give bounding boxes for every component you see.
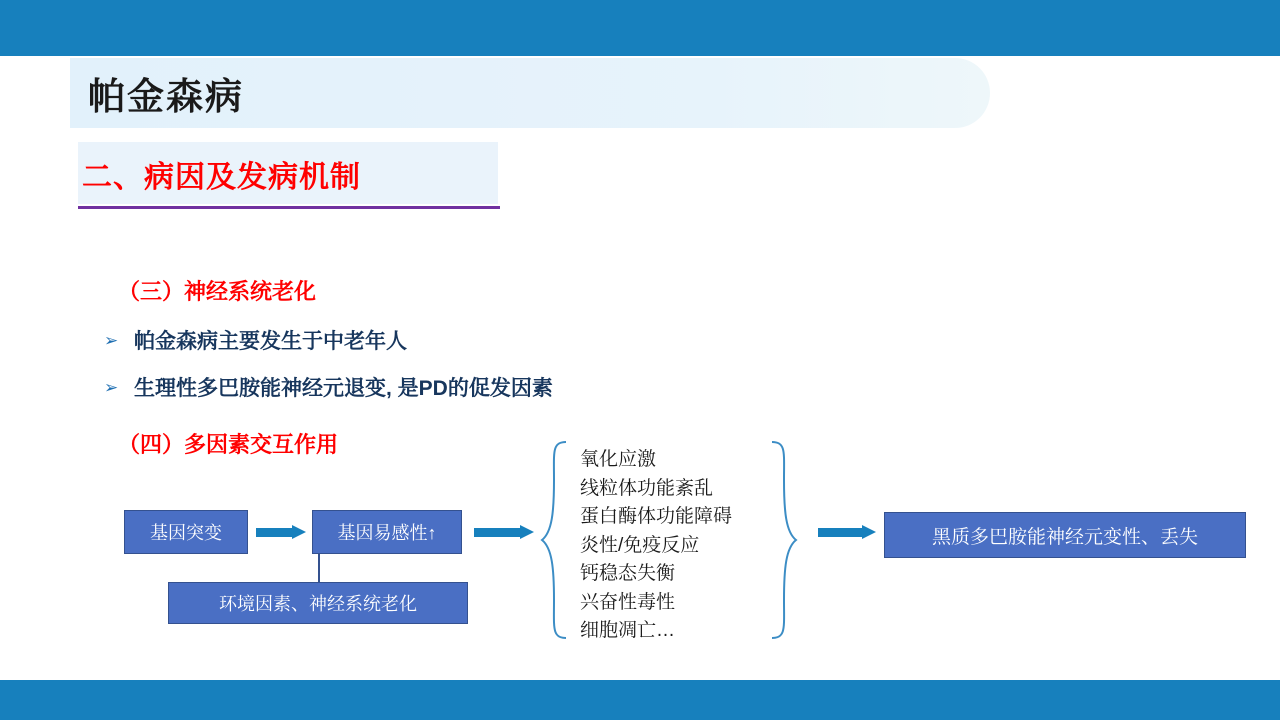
sub-heading-aging: （三）神经系统老化 bbox=[118, 279, 317, 304]
page-title: 帕金森病 bbox=[88, 76, 244, 117]
factor-item: 线粒体功能紊乱 bbox=[580, 477, 714, 499]
section-divider bbox=[78, 206, 500, 209]
arrow-bullet-icon: ➢ bbox=[104, 377, 119, 397]
factor-item: 氧化应激 bbox=[580, 449, 657, 470]
arrow-icon bbox=[818, 525, 876, 539]
arrow-icon bbox=[256, 525, 306, 539]
factor-item: 细胞凋亡… bbox=[580, 620, 676, 641]
section-heading: 二、病因及发病机制 bbox=[82, 161, 361, 194]
flow-node-gene-mutation: 基因突变 bbox=[124, 510, 248, 554]
arrow-icon bbox=[474, 525, 534, 539]
left-brace-icon bbox=[540, 440, 570, 640]
list-item bbox=[104, 372, 553, 402]
flow-node-environment: 环境因素、神经系统老化 bbox=[168, 582, 468, 624]
factor-item: 兴奋性毒性 bbox=[580, 591, 676, 613]
list-item bbox=[104, 325, 407, 355]
sub-heading-multifactor: （四）多因素交互作用 bbox=[118, 432, 339, 457]
list-item-label: 生理性多巴胺能神经元退变, 是PD的促发因素 bbox=[134, 377, 553, 400]
factor-item: 炎性/免疫反应 bbox=[580, 534, 700, 556]
flow-node-outcome: 黑质多巴胺能神经元变性、丢失 bbox=[884, 512, 1246, 558]
arrow-bullet-icon: ➢ bbox=[104, 330, 119, 350]
factor-list bbox=[580, 446, 780, 646]
list-item-label: 帕金森病主要发生于中老年人 bbox=[134, 330, 407, 353]
factor-item: 蛋白酶体功能障碍 bbox=[580, 506, 733, 527]
flow-node-gene-susceptibility: 基因易感性↑ bbox=[312, 510, 462, 554]
connector-environment-to-susceptibility bbox=[318, 554, 320, 582]
top-band bbox=[0, 0, 1280, 56]
factor-item: 钙稳态失衡 bbox=[580, 563, 676, 584]
bottom-band bbox=[0, 680, 1280, 720]
